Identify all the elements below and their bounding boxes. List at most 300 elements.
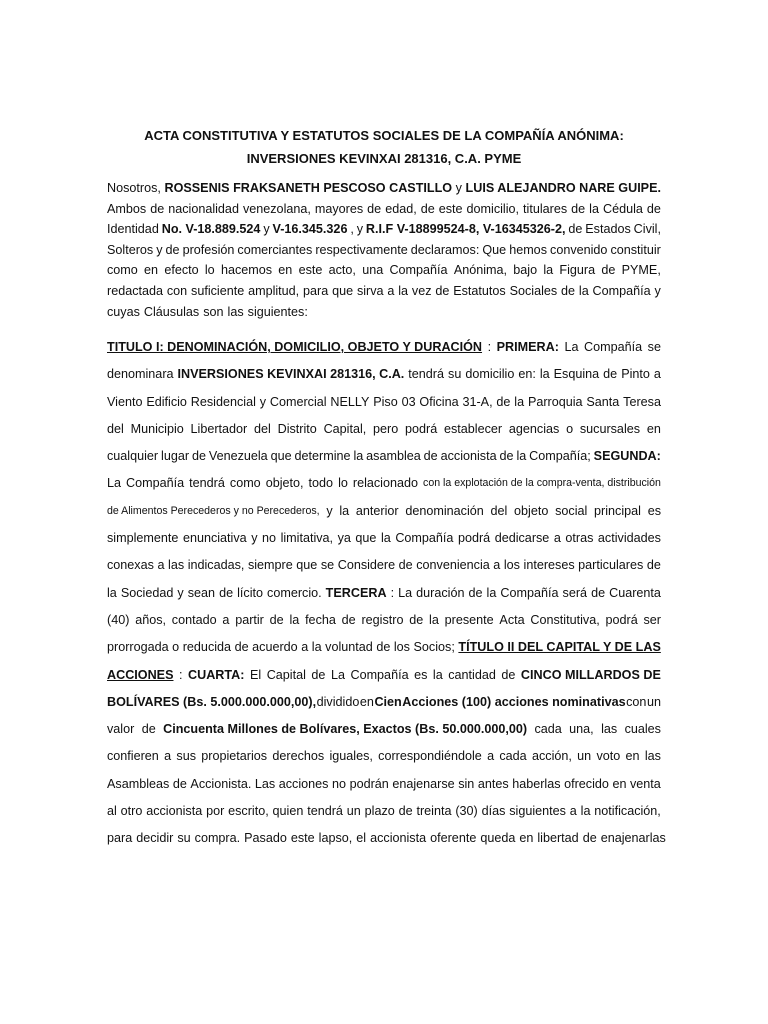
text-segment: las bbox=[168, 558, 185, 573]
text-segment: anterior bbox=[355, 503, 399, 518]
text-segment: la bbox=[514, 394, 525, 409]
text-segment: No. V-18.889.524 bbox=[161, 222, 261, 237]
text-segment: a bbox=[493, 558, 501, 573]
text-segment: lícito bbox=[237, 585, 264, 600]
text-line bbox=[107, 552, 661, 579]
text-segment: declaramos: bbox=[410, 242, 480, 257]
text-segment: la bbox=[107, 585, 117, 600]
text-segment: como bbox=[107, 263, 138, 278]
text-segment: de bbox=[601, 263, 616, 278]
text-line bbox=[107, 334, 661, 361]
document-title: ACTA CONSTITUTIVA Y ESTATUTOS SOCIALES DE LA COMPAÑÍA ANÓNIMA: bbox=[144, 128, 624, 143]
text-segment: indicadas, bbox=[187, 558, 245, 573]
text-segment: a bbox=[569, 804, 577, 819]
text-line bbox=[107, 607, 661, 634]
text-segment: Compañía bbox=[592, 283, 651, 298]
text-segment: objeto, bbox=[265, 476, 304, 491]
text-segment: Que bbox=[482, 242, 507, 257]
text-segment: ACCIONES bbox=[107, 667, 174, 682]
text-segment: y bbox=[177, 585, 184, 600]
text-segment: edad, bbox=[385, 201, 417, 216]
text-segment: bajo bbox=[513, 263, 538, 278]
text-segment: establecer bbox=[444, 421, 503, 436]
text-segment: objeto bbox=[514, 503, 549, 518]
text-segment: vez bbox=[411, 283, 432, 298]
text-segment: accionista bbox=[146, 804, 203, 819]
text-segment: Teresa bbox=[623, 394, 661, 409]
text-segment: Compañía bbox=[500, 585, 559, 600]
text-segment: en: bbox=[518, 367, 536, 382]
text-segment: con bbox=[626, 694, 647, 709]
text-segment: derechos bbox=[272, 749, 325, 764]
text-segment: Ambos bbox=[107, 201, 147, 216]
text-segment: y bbox=[455, 181, 462, 195]
text-segment: CINCO MILLARDOS DE bbox=[520, 667, 661, 682]
text-segment: tendrá bbox=[189, 476, 225, 491]
text-segment: todo bbox=[308, 476, 334, 491]
text-segment: : bbox=[179, 667, 183, 682]
text-segment: cuales bbox=[624, 722, 661, 737]
text-segment: Asambleas bbox=[107, 776, 170, 791]
text-segment: sus bbox=[176, 749, 196, 764]
text-segment: y bbox=[251, 531, 258, 546]
text-segment: confieren bbox=[107, 749, 159, 764]
text-segment: Estatutos bbox=[453, 283, 506, 298]
text-segment: de bbox=[141, 722, 156, 737]
text-segment: de bbox=[423, 449, 438, 464]
text-segment: de bbox=[219, 585, 234, 600]
text-segment: Capital, bbox=[323, 421, 367, 436]
text-segment: relacionado bbox=[352, 476, 419, 491]
text-segment: registro bbox=[361, 612, 404, 627]
text-segment: la bbox=[398, 283, 409, 298]
text-segment: valor bbox=[107, 722, 135, 737]
text-segment: a bbox=[164, 749, 172, 764]
paragraph-clauses bbox=[107, 334, 666, 853]
text-segment: cualquier bbox=[107, 449, 159, 464]
text-segment: Sociales bbox=[509, 283, 558, 298]
text-segment: iguales, bbox=[329, 749, 373, 764]
text-segment: El bbox=[249, 667, 262, 682]
text-segment: Venezuela bbox=[208, 449, 268, 464]
text-segment: V-16.345.326 bbox=[272, 222, 348, 237]
text-segment: de bbox=[499, 449, 514, 464]
text-segment: de bbox=[269, 612, 284, 627]
text-segment: cada bbox=[534, 722, 562, 737]
text-segment: con bbox=[166, 283, 188, 298]
text-segment: respectivamente bbox=[315, 242, 408, 257]
text-segment: y bbox=[356, 222, 364, 237]
text-segment: plazo bbox=[364, 804, 395, 819]
text-segment: acuerdo bbox=[252, 640, 298, 655]
text-segment: de Alimentos Perecederos y no Perecederos, bbox=[107, 504, 320, 517]
text-segment: domicilio, bbox=[466, 201, 520, 216]
text-segment: en bbox=[359, 694, 374, 709]
text-segment: se bbox=[320, 558, 335, 573]
text-segment: Identidad bbox=[107, 222, 159, 237]
text-segment: Solteros bbox=[107, 242, 154, 257]
text-segment: oferente bbox=[430, 831, 477, 846]
text-segment: tendrá bbox=[408, 367, 445, 382]
text-segment: Viento bbox=[107, 394, 143, 409]
text-segment: la bbox=[589, 201, 599, 216]
text-segment: este bbox=[298, 263, 323, 278]
text-segment: y bbox=[263, 222, 270, 237]
text-segment: otro bbox=[120, 804, 143, 819]
text-segment: La bbox=[398, 585, 413, 600]
text-segment: titulares bbox=[523, 201, 568, 216]
text-segment: y bbox=[259, 394, 267, 409]
text-line bbox=[107, 240, 661, 261]
text-segment: a bbox=[553, 531, 561, 546]
text-segment: voluntad bbox=[325, 640, 373, 655]
text-segment: se bbox=[647, 340, 661, 354]
text-segment: voto bbox=[596, 749, 621, 764]
text-segment: Nosotros, bbox=[107, 181, 161, 195]
text-segment: no bbox=[332, 776, 347, 791]
text-segment: es bbox=[414, 667, 428, 682]
text-segment: la bbox=[429, 612, 439, 627]
text-segment: en bbox=[646, 421, 661, 436]
text-segment: hacemos bbox=[220, 263, 273, 278]
text-segment: duración bbox=[416, 585, 465, 600]
text-line bbox=[107, 443, 661, 470]
text-segment: y bbox=[156, 242, 163, 257]
text-segment: dedicarse bbox=[494, 531, 550, 546]
text-segment: cada bbox=[499, 749, 527, 764]
text-segment: reducida bbox=[182, 640, 232, 655]
text-segment: en bbox=[625, 749, 640, 764]
text-segment: podrá bbox=[605, 612, 638, 627]
text-segment: La bbox=[564, 340, 579, 354]
text-segment: no bbox=[262, 531, 277, 546]
text-segment: Civil, bbox=[633, 222, 661, 237]
text-segment: libertad bbox=[537, 831, 579, 846]
text-segment: el bbox=[356, 831, 367, 846]
text-segment: la bbox=[543, 263, 554, 278]
text-segment: Figura bbox=[559, 263, 596, 278]
text-segment: actividades bbox=[597, 531, 661, 546]
text-segment: las bbox=[601, 722, 618, 737]
text-segment: comerciantes bbox=[237, 242, 313, 257]
text-segment: de bbox=[496, 394, 511, 409]
text-segment: conveniencia bbox=[416, 558, 490, 573]
text-segment: presente bbox=[444, 612, 494, 627]
text-segment: en bbox=[612, 776, 627, 791]
text-segment: lo bbox=[338, 476, 348, 491]
text-segment: accionista bbox=[370, 831, 427, 846]
text-segment: Sociedad bbox=[120, 585, 174, 600]
text-segment: acción, bbox=[531, 749, 572, 764]
text-segment: lo bbox=[204, 263, 215, 278]
text-segment: cuyas bbox=[107, 304, 140, 319]
text-segment: los bbox=[393, 640, 410, 655]
text-segment: dividido bbox=[316, 694, 360, 709]
text-segment: acciones bbox=[278, 776, 329, 791]
text-segment: es bbox=[647, 503, 661, 518]
text-segment: decidir bbox=[136, 831, 174, 846]
text-segment: la bbox=[539, 367, 550, 382]
text-segment: otras bbox=[565, 531, 594, 546]
text-line bbox=[107, 470, 661, 497]
text-segment: a bbox=[653, 367, 661, 382]
text-line bbox=[107, 716, 661, 743]
text-segment: de bbox=[646, 558, 661, 573]
text-segment: Pasado bbox=[244, 831, 287, 846]
text-segment: de bbox=[172, 776, 187, 791]
text-segment: sin bbox=[458, 776, 475, 791]
text-segment: siguientes: bbox=[247, 304, 308, 319]
text-segment: podrá bbox=[405, 421, 438, 436]
text-segment: al bbox=[107, 804, 117, 819]
text-segment: en bbox=[144, 263, 159, 278]
text-segment: profesión bbox=[182, 242, 235, 257]
text-segment: este bbox=[438, 201, 463, 216]
text-segment: o bbox=[566, 421, 574, 436]
text-segment: : bbox=[487, 340, 492, 354]
text-segment: de bbox=[561, 283, 576, 298]
text-segment: de bbox=[468, 585, 483, 600]
text-segment: La bbox=[107, 476, 122, 491]
text-segment: que bbox=[296, 558, 318, 573]
text-segment: sucursales bbox=[579, 421, 641, 436]
text-segment: compra. bbox=[194, 831, 241, 846]
text-segment: por bbox=[206, 804, 225, 819]
text-segment: redactada bbox=[107, 283, 164, 298]
text-segment: principal bbox=[594, 503, 641, 518]
text-segment: Cuarenta bbox=[609, 585, 661, 600]
text-segment: la bbox=[578, 283, 589, 298]
text-segment: Considere bbox=[337, 558, 396, 573]
text-line bbox=[107, 260, 661, 281]
text-segment: Distrito bbox=[277, 421, 317, 436]
text-line bbox=[107, 199, 661, 220]
text-segment: Compañía bbox=[395, 531, 454, 546]
text-segment: hemos bbox=[509, 242, 547, 257]
text-segment: 03 bbox=[401, 394, 416, 409]
text-segment: Compañía bbox=[350, 667, 409, 682]
text-segment: TITULO I: DENOMINACIÓN, DOMICILIO, OBJETO Y DURACIÓN bbox=[107, 340, 483, 354]
text-segment: , bbox=[350, 222, 354, 237]
text-segment: Constitutiva, bbox=[530, 612, 600, 627]
text-segment: a bbox=[222, 612, 230, 627]
text-segment: su bbox=[177, 831, 191, 846]
text-segment: Estados bbox=[585, 222, 631, 237]
text-segment: R.I.F V-18899524-8, V-16345326-2, bbox=[365, 222, 566, 237]
document-subtitle: INVERSIONES KEVINXAI 281316, C.A. PYME bbox=[246, 151, 522, 166]
text-segment: Piso bbox=[373, 394, 398, 409]
text-segment: Compañía; bbox=[529, 449, 591, 464]
text-segment: será bbox=[562, 585, 588, 600]
text-segment: de bbox=[376, 640, 391, 655]
text-line bbox=[107, 798, 661, 825]
text-segment: los bbox=[503, 558, 520, 573]
text-segment: Accionista. bbox=[190, 776, 252, 791]
text-line bbox=[107, 525, 661, 552]
text-segment: Parroquia bbox=[527, 394, 583, 409]
text-segment: particulares bbox=[578, 558, 644, 573]
text-segment: como bbox=[229, 476, 261, 491]
text-segment: de bbox=[234, 640, 249, 655]
text-segment: enunciativa bbox=[182, 531, 247, 546]
text-segment: a bbox=[487, 749, 495, 764]
text-segment: para bbox=[107, 831, 133, 846]
text-segment: PRIMERA: bbox=[496, 340, 559, 354]
text-segment: pero bbox=[373, 421, 399, 436]
text-segment: de bbox=[409, 612, 424, 627]
text-segment: o bbox=[172, 640, 180, 655]
text-segment: ya bbox=[337, 531, 351, 546]
text-segment: efecto bbox=[164, 263, 199, 278]
text-segment: asamblea bbox=[366, 449, 421, 464]
text-segment: de bbox=[582, 831, 597, 846]
text-segment: la bbox=[516, 449, 527, 464]
text-segment: (40) bbox=[107, 612, 130, 627]
text-segment: Acta bbox=[499, 612, 525, 627]
text-segment: siguientes bbox=[509, 804, 566, 819]
text-segment: comercio. bbox=[267, 585, 322, 600]
text-line bbox=[107, 389, 661, 416]
text-segment: la bbox=[353, 449, 364, 464]
text-segment: de bbox=[341, 612, 356, 627]
text-segment: Anónima, bbox=[453, 263, 508, 278]
text-segment: limitativa, bbox=[280, 531, 334, 546]
text-segment: para bbox=[303, 283, 329, 298]
text-segment: del bbox=[490, 503, 508, 518]
text-segment: de bbox=[398, 558, 413, 573]
text-segment: Libertador bbox=[190, 421, 248, 436]
text-segment: de bbox=[591, 585, 606, 600]
text-segment: Compañía bbox=[389, 263, 448, 278]
text-segment: BOLÍVARES (Bs. 5.000.000.000,00), bbox=[107, 694, 317, 709]
text-segment: a bbox=[387, 283, 395, 298]
text-line bbox=[107, 580, 661, 607]
text-segment: este bbox=[290, 831, 315, 846]
text-segment: y bbox=[326, 503, 333, 518]
text-segment: quien bbox=[272, 804, 304, 819]
text-segment: agencias bbox=[508, 421, 560, 436]
text-segment: suficiente bbox=[191, 283, 245, 298]
text-segment: las bbox=[227, 304, 244, 319]
text-segment: convenido bbox=[550, 242, 608, 257]
text-segment: TÍTULO II DEL CAPITAL Y DE LAS bbox=[458, 640, 661, 655]
text-segment: un bbox=[577, 749, 592, 764]
text-segment: a bbox=[157, 558, 165, 573]
text-segment: PYME, bbox=[621, 263, 661, 278]
text-segment: de bbox=[571, 201, 586, 216]
text-segment: la bbox=[339, 503, 350, 518]
text-line bbox=[107, 634, 661, 661]
text-line bbox=[107, 281, 661, 302]
text-segment: Residencial bbox=[190, 394, 256, 409]
text-segment: : bbox=[390, 585, 395, 600]
text-segment: días bbox=[481, 804, 506, 819]
text-line bbox=[107, 498, 661, 525]
text-segment: notificación, bbox=[594, 804, 661, 819]
text-segment: de bbox=[435, 283, 450, 298]
text-segment: la bbox=[380, 531, 391, 546]
text-segment: la bbox=[432, 667, 443, 682]
text-segment: cantidad bbox=[448, 667, 496, 682]
text-segment: podrá bbox=[457, 531, 491, 546]
text-segment: la bbox=[311, 640, 322, 655]
text-segment: queda bbox=[480, 831, 516, 846]
text-segment: de bbox=[603, 367, 618, 382]
text-line bbox=[107, 771, 661, 798]
text-segment: la bbox=[580, 804, 591, 819]
text-line bbox=[107, 416, 661, 443]
text-segment: con la explotación de la compra-venta, distribución bbox=[423, 477, 661, 490]
text-segment: venta bbox=[630, 776, 661, 791]
text-segment: siempre bbox=[247, 558, 293, 573]
text-segment: ser bbox=[643, 612, 661, 627]
text-segment: a bbox=[301, 640, 309, 655]
text-line bbox=[107, 219, 661, 240]
text-segment: Comercial bbox=[269, 394, 327, 409]
text-segment: treinta bbox=[416, 804, 452, 819]
text-segment: años, bbox=[135, 612, 166, 627]
text-segment: prorrogada bbox=[107, 640, 169, 655]
text-segment: de bbox=[367, 201, 382, 216]
text-segment: Compañía bbox=[126, 476, 185, 491]
text-segment: tendrá bbox=[307, 804, 343, 819]
text-segment: ROSSENIS FRAKSANETH PESCOSO CASTILLO bbox=[164, 181, 453, 195]
text-segment: sirva bbox=[356, 283, 384, 298]
text-segment: partir bbox=[235, 612, 264, 627]
text-line bbox=[107, 825, 666, 852]
text-segment: Compañía bbox=[584, 340, 643, 354]
text-segment: constituir bbox=[610, 242, 661, 257]
text-segment: fecha bbox=[305, 612, 336, 627]
text-segment: un bbox=[646, 694, 661, 709]
text-segment: de bbox=[165, 242, 180, 257]
text-line bbox=[107, 178, 661, 199]
text-segment: y bbox=[654, 283, 661, 298]
text-segment: Cédula bbox=[602, 201, 643, 216]
text-segment: la bbox=[289, 612, 300, 627]
text-segment: correspondiéndole bbox=[378, 749, 482, 764]
text-segment: lapso, bbox=[318, 831, 353, 846]
text-segment: Esquina bbox=[553, 367, 600, 382]
text-segment: contado bbox=[171, 612, 217, 627]
text-segment: enajenarse bbox=[392, 776, 455, 791]
text-segment: Edificio bbox=[146, 394, 187, 409]
text-segment: Cláusulas bbox=[143, 304, 200, 319]
text-segment: intereses bbox=[523, 558, 575, 573]
text-segment: sean bbox=[187, 585, 216, 600]
text-segment: acto, bbox=[328, 263, 356, 278]
text-segment: una, bbox=[569, 722, 594, 737]
paragraph-intro bbox=[107, 178, 661, 322]
text-segment: del bbox=[254, 421, 271, 436]
text-segment: TERCERA bbox=[325, 585, 387, 600]
text-segment: que bbox=[270, 449, 292, 464]
text-segment: Las bbox=[254, 776, 276, 791]
text-segment: Santa bbox=[586, 394, 620, 409]
text-segment: podrán bbox=[349, 776, 389, 791]
text-segment: ofrecido bbox=[564, 776, 609, 791]
text-segment: de bbox=[311, 667, 326, 682]
text-segment: enajenarlas bbox=[600, 831, 666, 846]
text-segment: Municipio bbox=[130, 421, 184, 436]
text-segment: accionista bbox=[440, 449, 497, 464]
text-segment: las bbox=[644, 749, 661, 764]
text-segment: INVERSIONES KEVINXAI 281316, C.A. bbox=[177, 367, 405, 382]
text-segment: de bbox=[191, 449, 206, 464]
text-segment: una bbox=[362, 263, 384, 278]
text-segment: Cincuenta Millones de Bolívares, Exactos (Bs. 50.000.000,00) bbox=[163, 722, 528, 737]
text-segment: antes bbox=[477, 776, 509, 791]
